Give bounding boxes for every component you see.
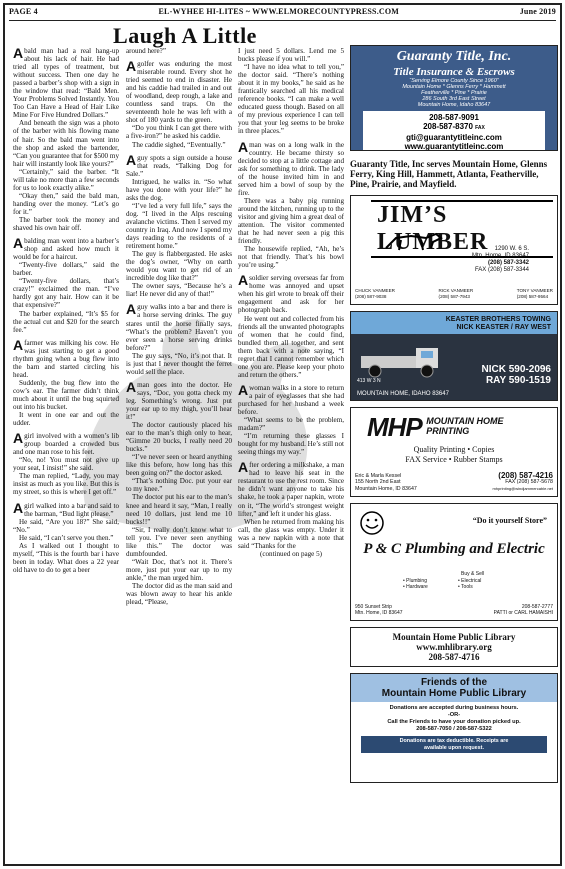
towing-city: MOUNTAIN HOME, IDAHO 83647 (357, 391, 449, 397)
article-column-2 (126, 47, 232, 859)
joke-text: “Twenty-five dollars, that’s crazy!” exclaimed the man. “I’ve hardly got any hair. How can it be that expensive?” (13, 277, 119, 310)
joke-text: The owner says, “Because he’s a liar! He never did any of that!” (126, 282, 232, 299)
joke-text: The guy says, “No, it’s not that. It is just that I never thought the ferret would sell the place. (126, 351, 232, 376)
joke-text: guy walks into a bar and there is a horse serving drinks. The guy stares until the horse finally says, “What’s the problem? Haven’t you ever seen a horse serving drinks before?” (126, 303, 232, 352)
friends-library-ad (350, 673, 558, 783)
joke-paragraph (13, 456, 119, 472)
joke-paragraph (13, 534, 119, 542)
joke-text: girl walked into a bar and said to the barman, “Bud light please.” (24, 501, 119, 518)
joke-paragraph (238, 518, 344, 550)
joke-text: Intrigued, he walks in. “So what have you done with your life?” he asks the dog. (126, 177, 232, 202)
jims-contact-3-phone: (208) 587-9564 (516, 294, 549, 299)
joke-text: “I’ve never seen or heard anything like this before, how long has this been going on?” the doctor asked. (126, 453, 232, 478)
mhp-logo: MHP (367, 412, 422, 442)
joke-paragraph (238, 245, 344, 269)
joke-text: He said, “I can’t serve you then.” (19, 533, 114, 542)
joke-start-paragraph (126, 60, 232, 124)
jims-contact-2: RICK VANMEER (438, 288, 474, 293)
page-header (9, 7, 556, 21)
drop-cap: A (126, 151, 137, 168)
joke-text: (continued on page 5) (259, 549, 323, 558)
joke-paragraph (126, 282, 232, 298)
joke-text: “Wait Doc, that’s not it. There’s more, just put your ear up to my ankle,” the man urged him. (126, 557, 232, 582)
jims-contacts (355, 288, 553, 300)
joke-text: The caddie sighed, “Eventually.” (132, 140, 226, 149)
joke-text: When he returned from making his call, the glass was empty. Under it was a new napkin with a note that said “Thanks for the (238, 517, 344, 550)
pc-contact (355, 604, 553, 616)
friends-heading (351, 674, 557, 702)
friends-foot-2: available upon request. (424, 744, 484, 751)
drop-cap: A (126, 378, 137, 395)
joke-paragraph (126, 124, 232, 140)
pc-item-tools: • Tools (458, 584, 473, 590)
joke-start-paragraph (13, 237, 119, 261)
towing-nick-phone: NICK 590-2096 (481, 364, 551, 375)
joke-text: He said, “Are you 18?” She said, “No.” (13, 517, 119, 534)
joke-text: “That’s nothing Doc. put your ear to my knee.” (126, 477, 232, 494)
joke-text: golfer was enduring the most miserable round. Every shot he tried seemed to end in disaster. He and his caddie had trailed in and out of woodland, deep rough, a lake and countless sand traps. On the seventeenth hole he was left with a shot of 180 yards to the green. (126, 60, 232, 125)
mhp-street: 155 North 2nd East (355, 479, 401, 485)
mhp-contact (355, 470, 553, 493)
joke-text: “What seems to be the problem, madam?” (238, 416, 344, 433)
joke-paragraph (13, 216, 119, 232)
page-title: Laugh A Little (113, 23, 257, 48)
library-phone: 208-587-4716 (428, 652, 480, 662)
joke-text: “I’m returning these glasses I bought for my husband. He’s still not seeing things my way.” (238, 432, 344, 457)
jims-contact-1: CHUCK VANMEER (355, 288, 395, 293)
mhp-name-2: PRINTING (426, 426, 470, 436)
guaranty-name: Guaranty Title, Inc. (396, 49, 512, 64)
guaranty-phone-2: 208-587-8370 (423, 122, 473, 131)
joke-paragraph (126, 477, 232, 493)
towing-ray-phone: RAY 590-1519 (485, 375, 551, 386)
joke-text: The guy is flabbergasted. He asks the dog’s owner, “Why on earth would you want to get rid of an incredible dog like that?” (126, 250, 232, 283)
drop-cap: A (238, 138, 249, 155)
joke-text: “Certainly,” said the barber. “It will take no more than a few seconds for us to look exactly alike.” (13, 167, 119, 192)
ads-column (350, 45, 558, 789)
joke-text: “I’ve led a very full life,” says the dog. “I lived in the Alps rescuing avalanche victims. Then I served my country in Iraq. And now I spend my days reading to the residents of a retirement home.” (126, 201, 232, 251)
joke-text: balding man went into a barber’s shop and asked how much it would be for a haircut. (13, 237, 119, 262)
guaranty-email: gti@guarantytitleinc.com (406, 133, 502, 142)
drop-cap: A (13, 336, 24, 353)
joke-paragraph (126, 526, 232, 558)
joke-text: around here?” (126, 47, 166, 55)
joke-text: It went in one ear and out the udder. (13, 411, 119, 428)
mhp-phone: (208) 587-4216 (498, 470, 553, 480)
joke-text: “Okay then,” said the bald man, handing over the money. “Let’s go for it.” (13, 191, 119, 216)
joke-paragraph (126, 202, 232, 250)
friends-foot-1: Donations are tax deductible. Receipts are (399, 738, 509, 744)
pc-city: Mtn. Home, ID 83647 (355, 610, 403, 616)
pc-items (403, 578, 513, 590)
joke-text: “I have no idea what to tell you,” the doctor said. “There’s nothing about it in my books,” he said as he frantically searched all his medical reference books. “I can make a well educated guess though. Based on all of my previous experience I can tell you that your leg seems to be broke in three places.” (238, 63, 344, 136)
joke-text: woman walks in a store to return a pair of eyeglasses that she had purchased for her husband a week before. (238, 383, 344, 417)
mhp-fax: FAX (208) 587-5678 (505, 479, 553, 485)
joke-start-paragraph (13, 47, 119, 119)
jims-lumber-ad (350, 195, 558, 305)
joke-paragraph (238, 63, 344, 135)
joke-paragraph (13, 379, 119, 411)
joke-start-paragraph (13, 336, 119, 379)
joke-paragraph (238, 197, 344, 245)
joke-start-paragraph (126, 151, 232, 178)
guaranty-places-2: Featherville * Pine * Prairie (421, 90, 487, 96)
joke-paragraph (126, 493, 232, 525)
guaranty-places-1: Mountain Home * Glenns Ferry * Hammett (402, 84, 506, 90)
friends-body-4: 208-587-7050 / 208-587-5322 (416, 726, 492, 732)
drop-cap: A (126, 58, 137, 75)
joke-text: “No, no! You must not give up your seat, I insist!” she said. (13, 456, 119, 473)
joke-start-paragraph (13, 499, 119, 518)
joke-text: girl involved with a women’s lib group boarded a crowded bus and one man rose to his feet. (13, 432, 119, 457)
mhp-name-1: MOUNTAIN HOME (426, 416, 504, 426)
joke-text: As I walked out I thought to myself, “This is the fourth bar i have been in today. What does a 22 year old have to do to get a beer (13, 541, 119, 574)
friends-footer (361, 736, 547, 753)
article-column-1 (13, 47, 119, 859)
mhp-printing-ad (350, 407, 558, 497)
joke-start-paragraph (126, 303, 232, 351)
pc-plumbing-ad (350, 503, 558, 621)
joke-paragraph (238, 550, 344, 558)
towing-phones (482, 364, 551, 386)
drop-cap: A (13, 47, 24, 61)
pc-buy-sell: Buy & Sell (461, 571, 485, 577)
joke-paragraph (126, 178, 232, 202)
jims-contact-1-phone: (208) 587-9038 (355, 294, 387, 299)
joke-text: “Sir, I really don’t know what to tell you. I’ve never seen anything like this.” The doctor was dumbfounded. (126, 525, 232, 558)
joke-text: farmer was milking his cow. He was just starting to get a good rhythm going when a bug flew into the barn and started circling his head. (13, 338, 119, 379)
joke-paragraph (126, 558, 232, 582)
joke-text: The doctor put his ear to the man’s knee and heard it say, “Man, I really need 10 dollars, just lend me 10 bucks!!” (126, 493, 232, 526)
towing-title: KEASTER BROTHERS TOWING (445, 316, 551, 323)
jims-contact-2-phone: (208) 587-7943 (438, 294, 470, 299)
jims-logo: JIM’S LUMBER (371, 200, 553, 258)
mhp-services (355, 445, 553, 465)
mhp-email: mhprinting@windjammercable.net (492, 485, 553, 491)
joke-text: guy spots a sign outside a house that reads, “Talking Dog for Sale.” (126, 153, 232, 178)
joke-paragraph (13, 261, 119, 277)
joke-text: The doctor did as the man said and was blown away to hear his ankle plead, “Please, (126, 582, 232, 607)
joke-text: There was a baby pig running around the kitchen, running up to the visitor and giving him a great deal of attention. The visitor commented that he had never seen a pig this friendly. (238, 196, 344, 246)
smiley-icon (359, 510, 385, 536)
drop-cap: A (13, 499, 24, 516)
newspaper-page (3, 3, 562, 866)
towing-street: 413 W 3 N (357, 378, 381, 384)
joke-start-paragraph (238, 381, 344, 417)
joke-paragraph (13, 411, 119, 427)
drop-cap: A (238, 272, 249, 289)
joke-paragraph (13, 472, 119, 496)
joke-paragraph (13, 277, 119, 309)
guaranty-fax-label: FAX (475, 125, 485, 131)
friends-body-1: Donations are accepted during business hours. (389, 705, 519, 711)
mhp-logo-name (426, 416, 503, 436)
joke-paragraph (126, 352, 232, 376)
library-ad (350, 627, 558, 667)
joke-text: He went out and collected from his friends all the unwanted photographs of women that he could find, bundled them all together, and sent them back with a note saying, “I regret that I cannot remember which one you are. Please keep your photo and return the others.” (238, 314, 344, 379)
joke-start-paragraph (13, 432, 119, 456)
drop-cap: A (126, 301, 137, 318)
paper-name: EL-WYHEE HI-LITES ~ WWW.ELMORECOUNTYPRESS.COM (158, 7, 400, 16)
joke-paragraph (238, 47, 344, 63)
joke-text: The doctor cautiously placed his ear to the man’s thigh only to hear, “Gimme 20 bucks, I really need 20 bucks.” (126, 421, 232, 454)
joke-text: Suddenly, the bug flew into the cow’s ear. The farmer didn’t think much about it until the bug squirted out into his bucket. (13, 378, 119, 412)
joke-start-paragraph (126, 378, 232, 422)
pc-street: 950 Sunset Strip (355, 604, 392, 610)
joke-paragraph (13, 168, 119, 192)
joke-text: I just need 5 dollars. Lend me 5 bucks please if you will.” (238, 47, 344, 64)
friends-head-2: Mountain Home Public Library (381, 688, 527, 699)
guaranty-sub: Title Insurance & Escrows (393, 66, 515, 78)
pc-item-plumbing: • Plumbing (403, 578, 427, 584)
guaranty-contact-box (363, 111, 545, 151)
joke-text: And beneath the sign was a photo of the barber with his flowing mane of hair. So the bald man went into the shop and asked the bartender, “Can you guarantee that for $500 my hair will instantly look like yours?” (13, 119, 119, 168)
joke-text: “Twenty-five dollars,” said the barber. (13, 261, 119, 278)
mhp-city: Mountain Home, ID 83647 (355, 485, 417, 492)
joke-paragraph (13, 192, 119, 216)
joke-paragraph (126, 453, 232, 477)
article-column-3 (238, 47, 344, 859)
joke-paragraph (13, 542, 119, 574)
jims-fax: FAX (208) 587-3344 (474, 267, 529, 273)
towing-banner (351, 312, 557, 334)
joke-paragraph (126, 47, 232, 55)
keaster-towing-ad (350, 311, 558, 401)
pc-people: PATTI or CARL HAMAISHI (493, 610, 553, 616)
library-name: Mountain Home Public Library (392, 632, 516, 642)
issue-date: June 2019 (519, 7, 556, 16)
guaranty-slogan: “Serving Elmore County Since 1960” (409, 78, 499, 84)
joke-paragraph (126, 250, 232, 282)
pc-item-hardware: • Hardware (403, 584, 428, 590)
joke-paragraph (126, 421, 232, 453)
guaranty-city: Mountain Home, Idaho 83647 (417, 102, 491, 108)
drop-cap: A (238, 459, 249, 476)
tow-truck-icon (361, 346, 451, 378)
drop-cap: A (13, 235, 24, 252)
joke-paragraph (238, 416, 344, 432)
jims-addr-2: Mtn. Home, ID 83647 (471, 253, 529, 259)
friends-body-3: Call the Friends to have your donation picked up. (387, 719, 521, 725)
joke-paragraph (126, 582, 232, 606)
joke-start-paragraph (238, 274, 344, 314)
joke-text: The housewife replied, “Ah, he’s not that friendly. That’s his bowl you’re using.” (238, 245, 344, 270)
guaranty-title-ad (350, 45, 558, 151)
joke-text: The barber took the money and shaved his own hair off. (13, 215, 119, 233)
jims-phone: (208) 587-3342 (487, 260, 529, 266)
joke-paragraph (238, 315, 344, 379)
joke-text: man goes into the doctor. He says, “Doc, you gotta check my leg. Something’s wrong. Just put your ear up to my thigh, you’ll hear it!” (126, 380, 232, 422)
joke-paragraph (13, 310, 119, 334)
joke-text: The barber explained, “It’s $5 for the actual cut and $20 for the search fee.” (13, 309, 119, 334)
joke-text: bald man had a real hang-up about his lack of hair. He had tried all types of treatment, but without success. Then one day he passed a barber’s shop with a sign in the window that read: “Bald Men. Your Problems Solved Instantly. You Too Can Have a Head of Hair Like Mine For Five Hundred Dollars.” (13, 47, 119, 120)
drop-cap: A (238, 381, 249, 398)
joke-text: soldier serving overseas far from home was annoyed and upset when his girl wrote to break off their engagement and ask for her photograph back. (238, 274, 344, 315)
guaranty-web: www.guarantytitleinc.com (404, 142, 504, 151)
mhp-owners: Eric & Marla Kessel (355, 472, 402, 479)
jims-addr-1: 1290 W. 6 S. (494, 246, 529, 252)
pc-phone: 208-587-2777 (521, 604, 553, 610)
joke-paragraph (238, 432, 344, 456)
library-web: www.mhlibrary.org (416, 642, 492, 652)
joke-text: fter ordering a milkshake, a man had to leave his seat in the restaurant to use the rest room. Since he didn’t want anyone to take his shake, he took a paper napkin, wrote on it, “The world’s strongest weight lifter,” and left it under his glass. (238, 461, 344, 518)
joke-paragraph (126, 141, 232, 149)
friends-body-2: -OR- (447, 712, 461, 718)
friends-body (351, 702, 557, 736)
drop-cap: A (13, 430, 24, 447)
guaranty-phone-1: 208-587-9091 (429, 113, 479, 122)
mhp-services-2: FAX Service • Rubber Stamps (405, 455, 503, 464)
joke-text: “Do you think I can get there with a five-iron?” he asked his caddie. (126, 124, 232, 141)
pc-brand: P & C Plumbing and Electric (363, 541, 545, 557)
jims-address (472, 246, 529, 274)
jims-contact-3: TONY VANMEER (516, 288, 553, 293)
guaranty-street: 286 South 3rd East Street (422, 96, 486, 102)
towing-people: NICK KEASTER / RAY WEST (456, 324, 551, 331)
pc-item-electrical: • Electrical (458, 578, 482, 584)
guaranty-service-text: Guaranty Title, Inc serves Mountain Home, Glenns Ferry, King Hill, Hammett, Atlanta, Featherville, Pine, Prairie, and Mayfield. (350, 159, 548, 189)
joke-paragraph (13, 119, 119, 167)
pc-slogan: “Do it yourself Store” (472, 516, 547, 525)
mhp-services-1: Quality Printing • Copies (413, 445, 495, 454)
joke-start-paragraph (238, 138, 344, 197)
friends-head-1: Friends of the (420, 677, 488, 688)
joke-text: The man replied, “Lady, you may insist as much as you like. But this is my street, so this is where I get off.” (13, 472, 119, 497)
joke-text: man was on a long walk in the country. He became thirsty so decided to stop at a little cottage and ask for something to drink. The lady of the house invited him in and served him a bowl of soup by the fire. (238, 140, 344, 197)
joke-start-paragraph (238, 461, 344, 517)
joke-paragraph (13, 518, 119, 534)
horse-icon (381, 230, 451, 252)
page-number: PAGE 4 (9, 7, 38, 16)
